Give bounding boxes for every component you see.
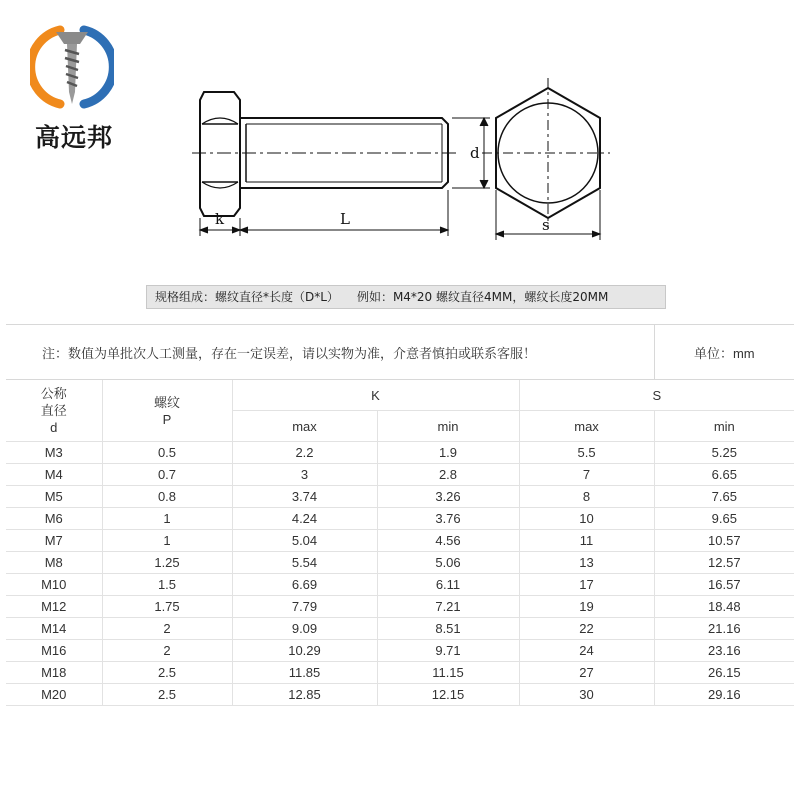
spec-example: 例如：M4*20 螺纹直径4MM，螺纹长度20MM [356, 290, 609, 304]
table-row [6, 486, 794, 508]
cell-s-max: 13 [519, 552, 654, 574]
spec-format-bar [146, 285, 666, 309]
cell-d: M6 [6, 508, 102, 530]
cell-p: 1.75 [102, 596, 232, 618]
bolt-diagram-svg [190, 72, 610, 247]
cell-s-min: 21.16 [654, 618, 794, 640]
cell-k-min: 2.8 [377, 464, 519, 486]
cell-p: 1.5 [102, 574, 232, 596]
cell-s-min: 7.65 [654, 486, 794, 508]
cell-k-max: 5.04 [232, 530, 377, 552]
cell-k-max: 6.69 [232, 574, 377, 596]
cell-p: 1.25 [102, 552, 232, 574]
cell-k-min: 3.26 [377, 486, 519, 508]
cell-k-min: 3.76 [377, 508, 519, 530]
header-row [6, 380, 794, 411]
brand-logo [26, 22, 118, 152]
cell-s-min: 23.16 [654, 640, 794, 662]
cell-k-min: 6.11 [377, 574, 519, 596]
spec-table [6, 324, 794, 706]
cell-s-min: 16.57 [654, 574, 794, 596]
cell-d: M8 [6, 552, 102, 574]
cell-p: 2.5 [102, 662, 232, 684]
cell-d: M14 [6, 618, 102, 640]
note-row [6, 325, 794, 380]
cell-k-max: 11.85 [232, 662, 377, 684]
cell-k-max: 3 [232, 464, 377, 486]
cell-k-max: 10.29 [232, 640, 377, 662]
cell-p: 2 [102, 640, 232, 662]
cell-d: M7 [6, 530, 102, 552]
cell-s-max: 17 [519, 574, 654, 596]
dim-s-label: s [542, 216, 550, 234]
cell-s-max: 11 [519, 530, 654, 552]
cell-p: 2 [102, 618, 232, 640]
table-row [6, 442, 794, 464]
unit-label: 单位：mm [654, 325, 794, 380]
table-row [6, 574, 794, 596]
cell-s-max: 7 [519, 464, 654, 486]
bolt-drawing [190, 72, 610, 251]
cell-p: 2.5 [102, 684, 232, 706]
cell-d: M18 [6, 662, 102, 684]
cell-p: 0.5 [102, 442, 232, 464]
cell-d: M3 [6, 442, 102, 464]
dim-L-label: L [340, 210, 350, 228]
cell-s-min: 29.16 [654, 684, 794, 706]
cell-d: M12 [6, 596, 102, 618]
cell-s-max: 19 [519, 596, 654, 618]
table-row [6, 464, 794, 486]
cell-s-max: 10 [519, 508, 654, 530]
table-row [6, 640, 794, 662]
dim-d-label: d [470, 144, 480, 162]
header-s-min: min [654, 411, 794, 442]
cell-k-max: 7.79 [232, 596, 377, 618]
cell-d: M20 [6, 684, 102, 706]
cell-k-min: 7.21 [377, 596, 519, 618]
cell-k-min: 11.15 [377, 662, 519, 684]
table-row [6, 508, 794, 530]
cell-s-max: 5.5 [519, 442, 654, 464]
cell-p: 0.8 [102, 486, 232, 508]
cell-p: 0.7 [102, 464, 232, 486]
header-pitch-line1: 螺纹 [153, 394, 180, 410]
cell-k-min: 5.06 [377, 552, 519, 574]
cell-s-min: 26.15 [654, 662, 794, 684]
cell-s-min: 5.25 [654, 442, 794, 464]
spec-composition: 规格组成：螺纹直径*长度（D*L） [155, 290, 339, 304]
screw-logo-icon [30, 22, 114, 112]
cell-s-min: 10.57 [654, 530, 794, 552]
table-row [6, 552, 794, 574]
cell-s-min: 9.65 [654, 508, 794, 530]
header-nominal-line1: 公称 [40, 386, 67, 401]
cell-d: M5 [6, 486, 102, 508]
header-pitch [102, 380, 232, 442]
cell-k-min: 8.51 [377, 618, 519, 640]
table-row [6, 618, 794, 640]
brand-name: 高远邦 [34, 123, 113, 152]
cell-k-max: 12.85 [232, 684, 377, 706]
cell-s-max: 8 [519, 486, 654, 508]
cell-k-max: 4.24 [232, 508, 377, 530]
cell-s-min: 6.65 [654, 464, 794, 486]
header-nominal-line2: 直径 [40, 403, 67, 418]
header-nominal-diameter [6, 380, 102, 442]
cell-d: M10 [6, 574, 102, 596]
header-k-min: min [377, 411, 519, 442]
cell-k-min: 9.71 [377, 640, 519, 662]
cell-s-min: 12.57 [654, 552, 794, 574]
cell-k-max: 9.09 [232, 618, 377, 640]
cell-k-min: 1.9 [377, 442, 519, 464]
cell-d: M4 [6, 464, 102, 486]
cell-s-max: 30 [519, 684, 654, 706]
table-row [6, 596, 794, 618]
cell-s-max: 24 [519, 640, 654, 662]
table-row [6, 530, 794, 552]
measurement-note: 注：数值为单批次人工测量，存在一定误差，请以实物为准，介意者慎拍或联系客服！ [6, 325, 654, 380]
cell-p: 1 [102, 508, 232, 530]
cell-s-min: 18.48 [654, 596, 794, 618]
header-k: K [232, 380, 519, 411]
dim-k-label: k [215, 210, 225, 228]
table-row [6, 684, 794, 706]
cell-k-min: 12.15 [377, 684, 519, 706]
header-nominal-line3: d [50, 420, 58, 435]
header-k-max: max [232, 411, 377, 442]
cell-k-min: 4.56 [377, 530, 519, 552]
cell-k-max: 2.2 [232, 442, 377, 464]
cell-s-max: 22 [519, 618, 654, 640]
cell-s-max: 27 [519, 662, 654, 684]
cell-k-max: 3.74 [232, 486, 377, 508]
cell-p: 1 [102, 530, 232, 552]
table-row [6, 662, 794, 684]
header-s: S [519, 380, 794, 411]
cell-d: M16 [6, 640, 102, 662]
header-s-max: max [519, 411, 654, 442]
header-pitch-line2: P [162, 411, 172, 427]
cell-k-max: 5.54 [232, 552, 377, 574]
